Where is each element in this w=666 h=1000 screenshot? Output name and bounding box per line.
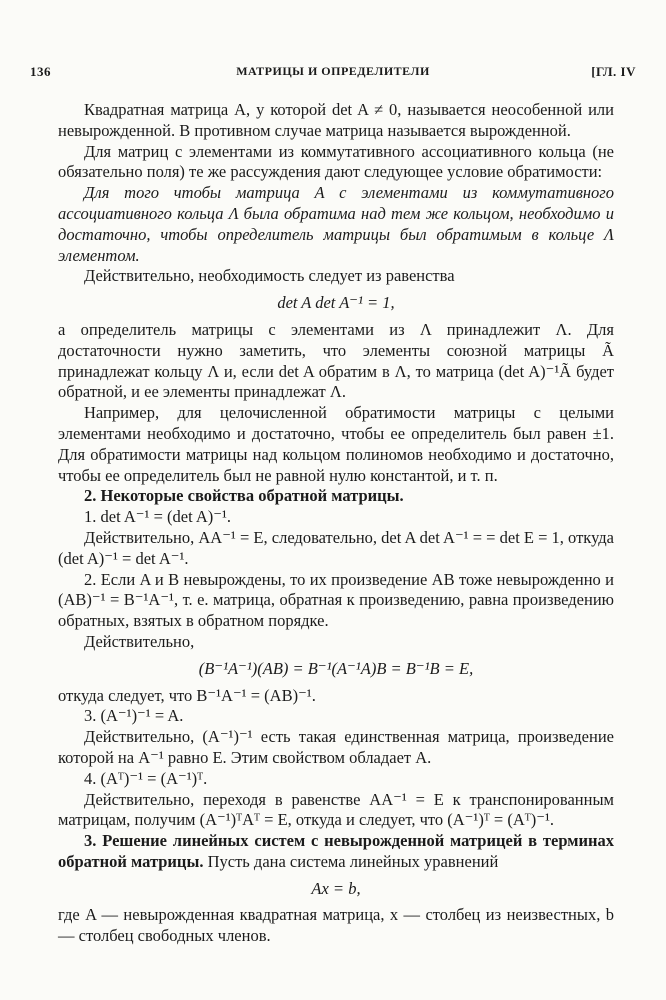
page-body [58,100,614,947]
paragraph: Действительно, AA⁻¹ = E, следовательно, det A det A⁻¹ = = det E = 1, откуда (det A)⁻¹ = det A⁻¹. [58,527,614,568]
paragraph: Действительно, переходя в равенстве AA⁻¹ = E к транспонированным матрицам, получим (A⁻¹)ᵀAᵀ = E, откуда и следует, что (A⁻¹)ᵀ = (Aᵀ)⁻¹. [58,789,614,830]
paragraph: откуда следует, что B⁻¹A⁻¹ = (AB)⁻¹. [58,685,316,705]
paragraph: где A — невырожденная квадратная матрица, x — столбец из неизвестных, b — столбец свободных членов. [58,905,614,946]
section-2-heading: 2. Некоторые свойства обратной матрицы. [84,486,404,506]
running-title: МАТРИЦЫ И ОПРЕДЕЛИТЕЛИ [236,64,430,78]
page-number: 136 [30,64,51,79]
paragraph: Действительно, необходимость следует из равенства [84,266,455,286]
section-3-heading: 3. Решение линейных систем с невырожденной матрицей в терминах обратной матрицы. Пусть дана система линейных уравнений [58,831,614,871]
paragraph: а определитель матрицы с элементами из Λ принадлежит Λ. Для достаточности нужно заметить, что элементы союзной матрицы Ã принадлежат кольцу Λ и, если det A обратим в Λ, то матрица (det A)⁻¹Ã будет обратной, и ее элементы принадлежат Λ. [58,319,614,402]
property-2: 2. Если A и B невырождены, то их произведение AB тоже невырожденно и (AB)⁻¹ = B⁻¹A⁻¹, т. е. матрица, обратная к произведению, равна произведению обратных, взятых в обратном порядке. [58,569,614,631]
property-1: 1. det A⁻¹ = (det A)⁻¹. [84,507,232,527]
equation-2: (B⁻¹A⁻¹)(AB) = B⁻¹(A⁻¹A)B = B⁻¹B = E, [198,658,474,678]
property-3: 3. (A⁻¹)⁻¹ = A. [84,706,184,726]
equation-3: Ax = b, [311,878,361,898]
paragraph: Действительно, [84,631,195,651]
property-4: 4. (Aᵀ)⁻¹ = (A⁻¹)ᵀ. [84,768,208,788]
theorem-statement: Для того чтобы матрица A с элементами из коммутативного ассоциативного кольца Λ была обратима над тем же кольцом, необходимо и достаточно, чтобы определитель матрицы был обратимым в кольце Λ элементом. [58,183,614,265]
chapter-label: [ГЛ. IV [591,64,636,79]
paragraph: Квадратная матрица A, у которой det A ≠ 0, называется неособенной или невырожденной. В противном случае матрица называется вырожденной. [58,100,614,140]
paragraph: Например, для целочисленной обратимости матрицы с целыми элементами необходимо и достаточно, чтобы ее определитель был равен ±1. Для обратимости матрицы над кольцом полиномов необходимо и достаточно, чтобы ее определитель был не равной нулю константой, и т. п. [58,403,614,485]
paragraph: Действительно, (A⁻¹)⁻¹ есть такая единственная матрица, произведение которой на A⁻¹ равно E. Этим свойством обладает A. [58,727,614,767]
paragraph: Для матриц с элементами из коммутативного ассоциативного кольца (не обязательно поля) те же рассуждения дают следующее условие обратимости: [58,141,614,182]
equation-1: det A det A⁻¹ = 1, [277,293,395,313]
